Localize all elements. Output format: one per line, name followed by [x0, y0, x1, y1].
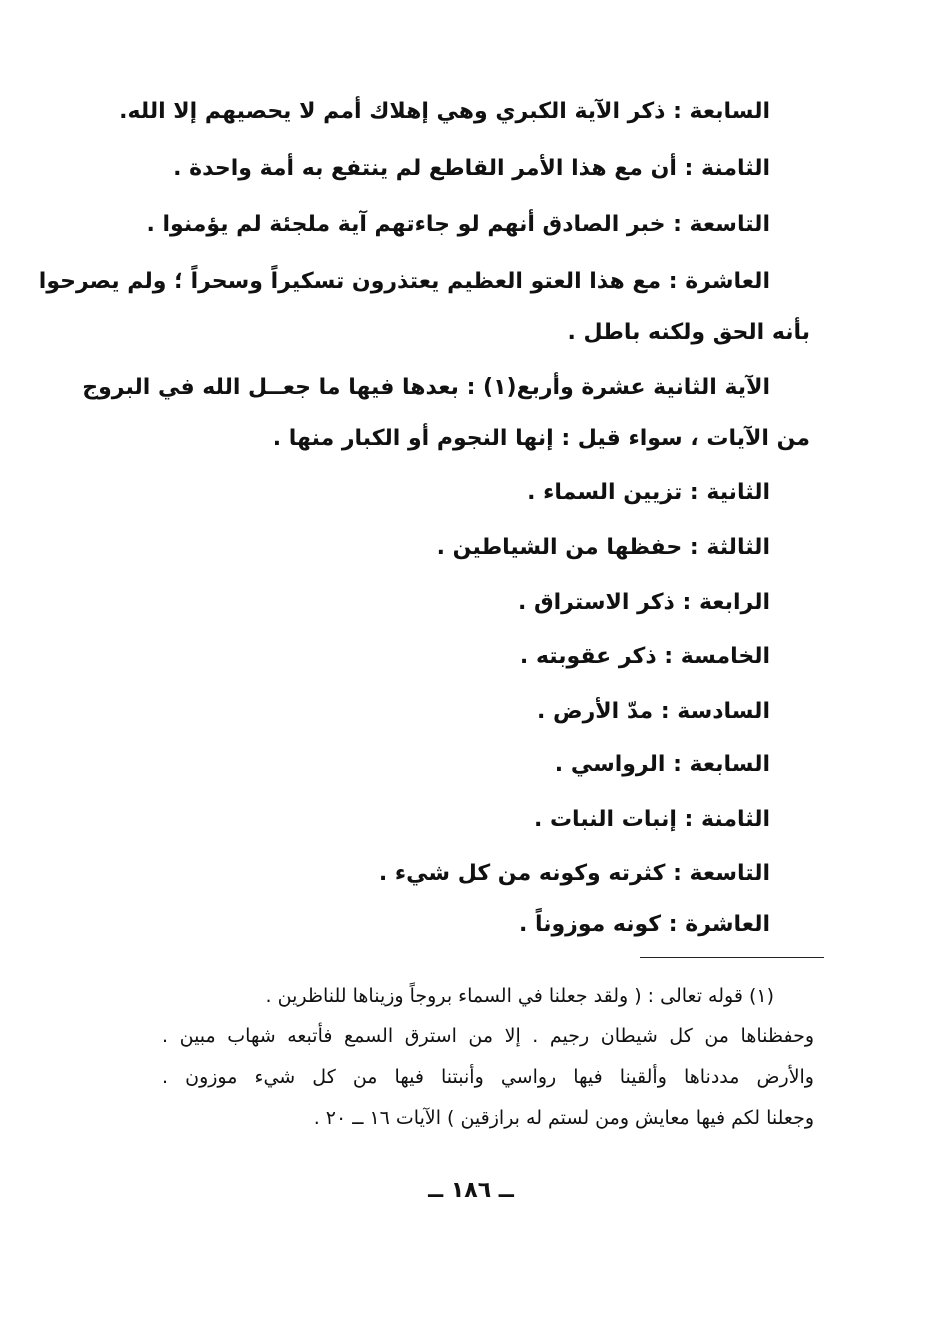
list-item: الرابعة : ذكر الاستراق .	[517, 590, 770, 615]
text-line: التاسعة : خبر الصادق أنهم لو جاءتهم آية ملجئة لم يؤمنوا .	[146, 212, 770, 237]
text-line: الثامنة : أن مع هذا الأمر القاطع لم ينتفع به أمة واحدة .	[173, 156, 770, 181]
list-item: السابعة : الرواسي .	[554, 752, 770, 777]
list-item: السادسة : مدّ الأرض .	[536, 699, 770, 724]
footnote-separator	[640, 957, 824, 958]
text-line: من الآيات ، سواء قيل : إنها النجوم أو الكبار منها .	[272, 426, 810, 451]
text-line: العاشرة : مع هذا العتو العظيم يعتذرون تسكيراً وسحراً ؛ ولم يصرحوا	[38, 269, 770, 294]
list-item: العاشرة : كونه موزوناً .	[518, 912, 770, 937]
text-line: بأنه الحق ولكنه باطل .	[567, 320, 810, 345]
list-item: الثانية : تزيين السماء .	[527, 480, 770, 505]
list-item: الخامسة : ذكر عقوبته .	[519, 644, 770, 669]
page-number: ــ ١٨٦ ــ	[428, 1178, 514, 1203]
list-item: الثامنة : إنبات النبات .	[533, 807, 770, 832]
footnote-line: وجعلنا لكم فيها معايش ومن لستم له برازقين ) الآيات ١٦ ــ ٢٠ .	[313, 1107, 814, 1129]
footnote-line: والأرض مددناها وألقينا فيها رواسي وأنبتنا فيها من كل شيء موزون .	[162, 1066, 814, 1088]
text-line: السابعة : ذكر الآية الكبري وهي إهلاك أمم لا يحصيهم إلا الله.	[119, 99, 770, 124]
text-line: الآية الثانية عشرة وأربع(١) : بعدها فيها ما جعــل الله في البروج	[82, 375, 770, 400]
list-item: التاسعة : كثرته وكونه من كل شيء .	[378, 861, 770, 886]
footnote-line: وحفظناها من كل شيطان رجيم . إلا من استرق السمع فأتبعه شهاب مبين .	[162, 1025, 814, 1047]
list-item: الثالثة : حفظها من الشياطين .	[436, 535, 770, 560]
footnote-line: (١) قوله تعالى : ( ولقد جعلنا في السماء بروجاً وزيناها للناظرين .	[265, 985, 774, 1007]
